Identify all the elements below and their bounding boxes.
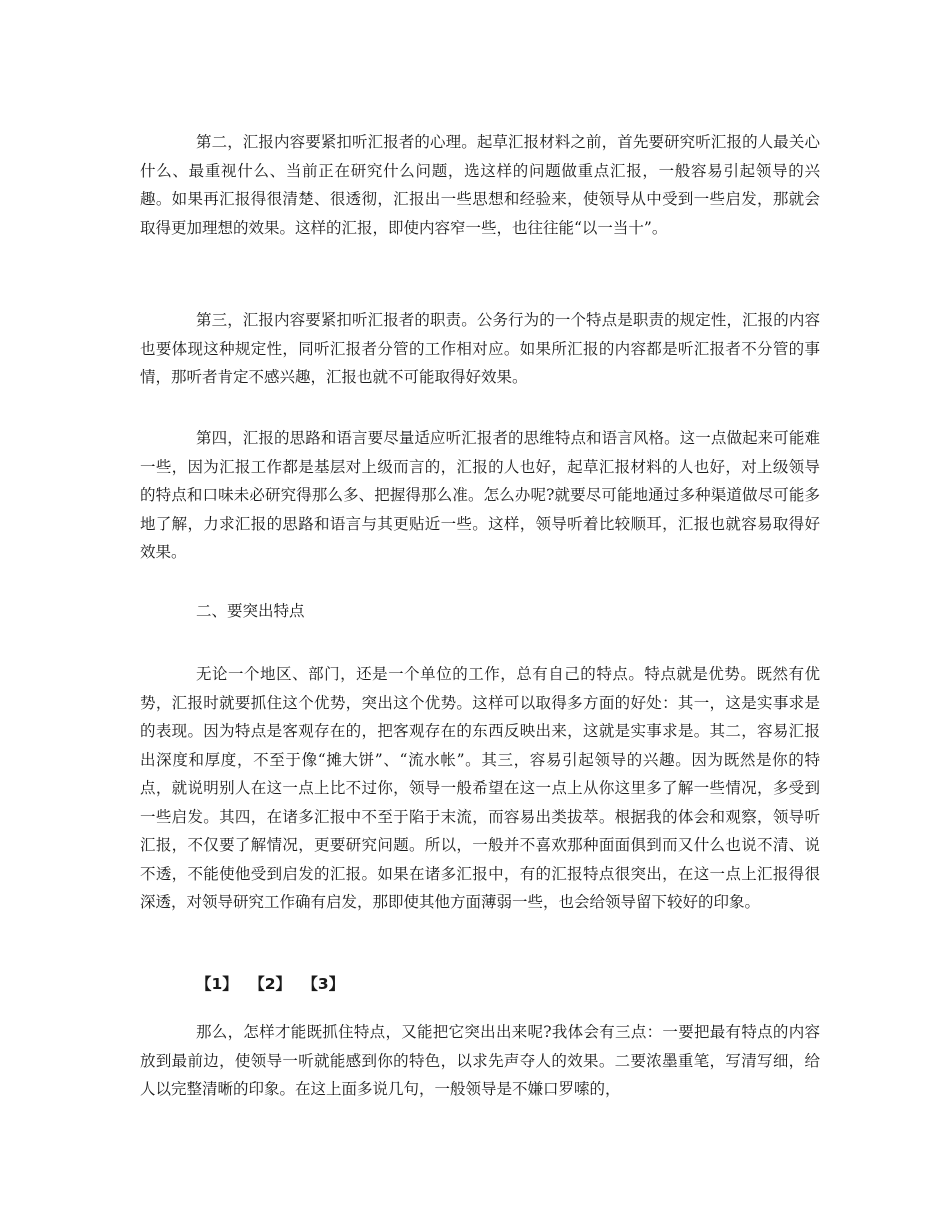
pagination xyxy=(196,970,350,998)
paragraph-highlight-features: 无论一个地区、部门，还是一个单位的工作，总有自己的特点。特点就是优势。既然有优势，汇报时就要抓住这个优势，突出这个优势。这样可以取得多方面的好处：其一，这是实事求是的表现。因为特点是客观存在的，把客观存在的东西反映出来，这就是实事求是。其二，容易汇报出深度和厚度，不至于像“摊大饼”、“流水帐”。其三，容易引起领导的兴趣。因为既然是你的特点，就说明别人在这一点上比不过你，领导一般希望在这一点上从你这里多了解一些情况，多受到一些启发。其四，在诸多汇报中不至于陷于末流，而容易出类拔萃。根据我的体会和观察，领导听汇报，不仅要了解情况，更要研究问题。所以，一般并不喜欢那种面面俱到而又什么也说不清、说不透，不能使他受到启发的汇报。如果在诸多汇报中，有的汇报特点很突出，在这一点上汇报得很深透，对领导研究工作确有启发，那即使其他方面薄弱一些，也会给领导留下较好的印象。 xyxy=(140,665,820,911)
page-link-1[interactable]: 【1】 xyxy=(196,975,238,993)
paragraph-fourth-point: 第四，汇报的思路和语言要尽量适应听汇报者的思维特点和语言风格。这一点做起来可能难一些，因为汇报工作都是基层对上级而言的，汇报的人也好，起草汇报材料的人也好，对上级领导的特点和口味未必研究得那么多、把握得那么准。怎么办呢?就要尽可能地通过多种渠道做尽可能多地了解，力求汇报的思路和语言与其更贴近一些。这样，领导听着比较顺耳，汇报也就容易取得好效果。 xyxy=(140,429,820,561)
paragraph-third-point: 第三，汇报内容要紧扣听汇报者的职责。公务行为的一个特点是职责的规定性，汇报的内容也要体现这种规定性，同听汇报者分管的工作相对应。如果所汇报的内容都是听汇报者不分管的事情，那听者肯定不感兴趣，汇报也就不可能取得好效果。 xyxy=(140,311,820,386)
section-heading: 二、要突出特点 xyxy=(196,602,305,620)
paragraph-second-point: 第二，汇报内容要紧扣听汇报者的心理。起草汇报材料之前，首先要研究听汇报的人最关心什么、最重视什么、当前正在研究什么问题，选这样的问题做重点汇报，一般容易引起领导的兴趣。如果再汇报得很清楚、很透彻，汇报出一些思想和经验来，使领导从中受到一些启发，那就会取得更加理想的效果。这样的汇报，即使内容窄一些，也往往能“以一当十”。 xyxy=(140,133,820,237)
paragraph-how-to-highlight: 那么，怎样才能既抓住特点，又能把它突出出来呢?我体会有三点：一要把最有特点的内容放到最前边，使领导一听就能感到你的特色，以求先声夺人的效果。二要浓墨重笔，写清写细，给人以完整清晰的印象。在这上面多说几句，一般领导是不嫌口罗嗦的， xyxy=(140,1023,820,1098)
page-link-2[interactable]: 【2】 xyxy=(249,975,291,993)
page-link-3[interactable]: 【3】 xyxy=(302,975,345,993)
